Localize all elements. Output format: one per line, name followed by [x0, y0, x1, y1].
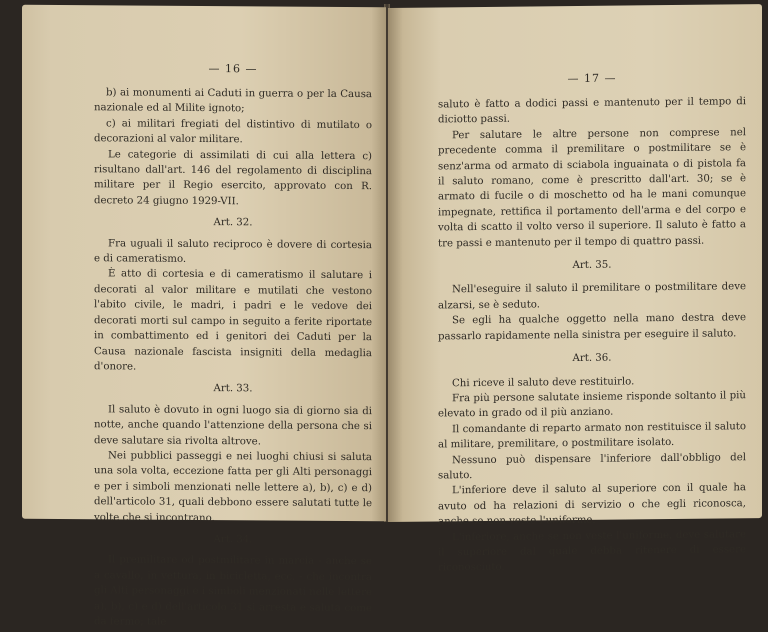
page-number-left: — 16 — — [208, 62, 258, 76]
paragraph: Il comandante di reparto armato non restituisce il saluto al militare, premilitare, o postmilitare isolato. — [438, 420, 746, 451]
paragraph: Le categorie di assimilati di cui alla lettera c) risultano dall'art. 146 del regolamento di disciplina militare per il Regio esercito, approvato con R. decreto 24 giugno 1929-VII. — [94, 148, 372, 208]
paragraph: Per salutare le altre persone non comprese nel precedente comma il premilitare o postmilitare se è senz'arma od armato di sciabola inguainata o di pistola fa il saluto romano, come è prescritto dall'art. 30; se è armato di fucile o di moschetto od ha le mani comunque impegnate, rettifica il portamento dell'arma e del corpo e volta di scatto il volto verso il superiore. Il saluto è fatto a tre passi e mantenuto per il tempo di quattro passi. — [438, 127, 746, 250]
paragraph: c) ai militari fregiati del distintivo di mutilato o decorazioni al valor militare. — [94, 118, 372, 146]
article-heading: Art. 32. — [213, 217, 253, 229]
paragraph: Fra più persone salutate insieme risponde soltanto il più elevato in grado od il più anziano. — [438, 390, 746, 420]
page-number-right: — 17 — — [567, 71, 617, 86]
article-heading: Art. 33. — [213, 383, 253, 395]
article-heading: Art. 36. — [572, 352, 612, 365]
paragraph: Il premilitare od postmilitare in marcia - anche se a cavallo, in vettura, in bicicletta, ecc. - che incontra gli Alti personaggi e i simboli menzionati nelle lettere a), b), c) e d) dell'articolo 31 si arresta e saluta come da fermo; tale — [94, 554, 372, 628]
paragraph: saluto è fatto a dodici passi e mantenuto per il tempo di diciotto passi. — [438, 96, 746, 126]
paragraph: Nell'eseguire il saluto il premilitare o postmilitare deve alzarsi, se è seduto. — [438, 281, 746, 312]
article-heading: Art. 34. — [213, 534, 253, 546]
paragraph: Chi riceve il saluto deve restituirlo. — [452, 375, 635, 389]
paragraph: Il saluto è dovuto in ogni luogo sia di giorno sia di notte, anche quando l'attenzione della persona che si deve salutare sia rivolta altrove. — [94, 404, 372, 447]
paragraph: L'inferiore, anche se non veste l'uniforme, deve salutare il superiore dal quale debba ritenere di essere riconosciuto. — [438, 528, 746, 574]
paragraph: È atto di cortesia e di cameratismo il salutare i decorati al valor militare e mutilati che vestono l'abito civile, le madri, i padri e le vedove dei decorati morti sul campo in seguito a ferite riportate in combattimento ed i genitori dei Caduti per la Causa nazionale fascista insigniti della medaglia d'onore. — [94, 268, 372, 373]
right-page — [388, 4, 762, 574]
left-page — [22, 5, 386, 628]
paragraph: Fra uguali il saluto reciproco è dovere di cortesia e di cameratismo. — [94, 237, 372, 265]
paragraph: Se egli ha qualche oggetto nella mano destra deve passarlo rapidamente nella sinistra per eseguire il saluto. — [438, 312, 746, 343]
paragraph: b) ai monumenti ai Caduti in guerra o per la Causa nazionale ed al Milite ignoto; — [94, 87, 372, 115]
paragraph: L'inferiore deve il saluto al superiore con il quale ha avuto od ha relazioni di servizio o che egli riconosca, anche se non veste l'uniforme. — [438, 482, 746, 528]
paragraph: Nessuno può dispensare l'inferiore dall'obbligo del saluto. — [438, 451, 746, 482]
paragraph: Nei pubblici passeggi e nei luoghi chiusi si saluta una sola volta, eccezione fatta per gli Alti personaggi e per i simboli menzionati nelle lettere a), b), c) e d) dell'articolo 31, quali debbono essere salutati tutte le volte che si incontrano. — [94, 450, 372, 524]
article-heading: Art. 35. — [572, 259, 612, 272]
